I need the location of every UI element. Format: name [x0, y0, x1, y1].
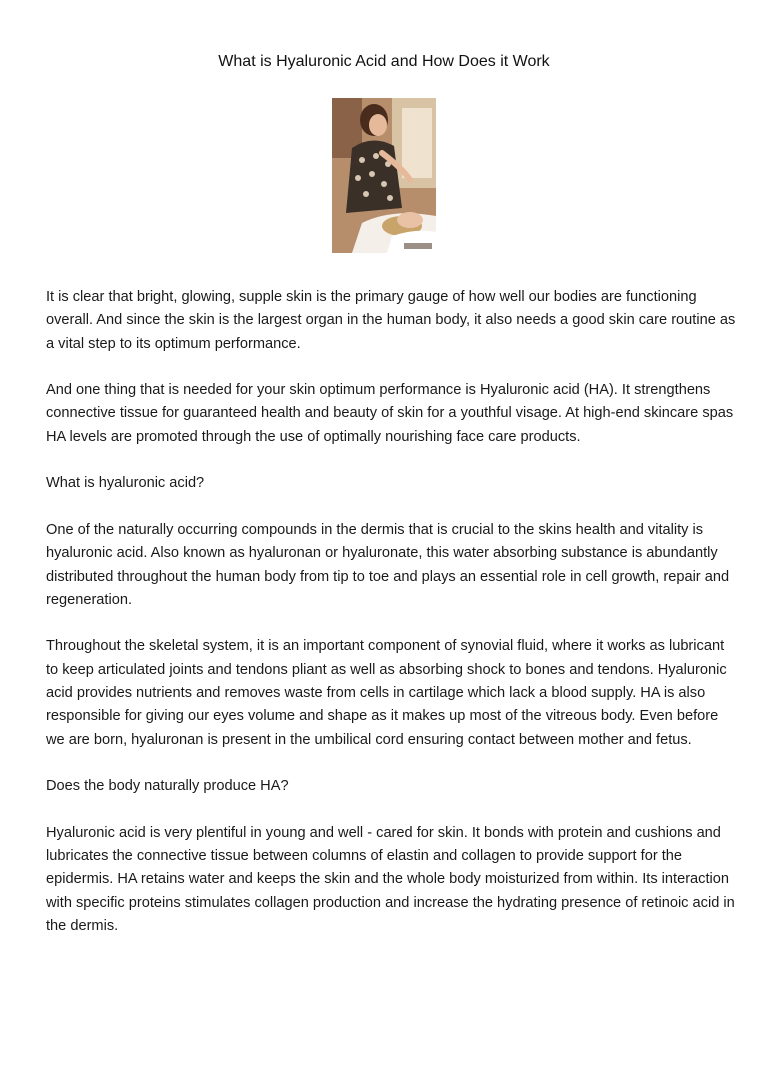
heading-what-is-ha: What is hyaluronic acid? — [46, 475, 205, 492]
photo-illustration — [332, 98, 436, 253]
document-title: What is Hyaluronic Acid and How Does it Work — [218, 53, 550, 70]
heading-body-produce-ha: Does the body naturally produce HA? — [46, 778, 289, 795]
paragraph-ha-definition: One of the naturally occurring compounds in the dermis that is crucial to the skins health and vitality is hyaluronic acid. Also known as hyaluronan or hyaluronate, this water absorbing substance is abundantly distributed throughout the human body from tip to toe and plays an essential role in cell growth, repair and regeneration. — [46, 521, 730, 608]
facial-treatment-photo — [332, 98, 436, 253]
paragraph-skeletal-system: Throughout the skeletal system, it is an important component of synovial fluid, where it works as lubricant to keep articulated joints and tendons pliant as well as absorbing shock to bones and tendons. Hyaluronic acid provides nutrients and removes waste from cells in cartilage which lack a blood supply. HA is also responsible for giving our eyes volume and shape as it makes up most of the vitreous body. Even before we are born, hyaluronan is present in the umbilical cord ensuring contact between mother and fetus. — [46, 638, 727, 748]
paragraph-young-skin: Hyaluronic acid is very plentiful in young and well - cared for skin. It bonds with protein and cushions and lubricates the connective tissue between columns of elastin and collagen to provide support for the epidermis. HA retains water and keeps the skin and the whole body moisturized from within. Its interaction with specific proteins stimulates collagen production and increase the hydrating presence of retinoic acid in the dermis. — [46, 824, 735, 935]
paragraph-intro: It is clear that bright, glowing, supple skin is the primary gauge of how well our bodies are functioning overall. And since the skin is the largest organ in the human body, it also needs a good skin care routine as a vital step to its optimum performance. — [46, 289, 736, 352]
document-body — [46, 286, 736, 962]
paragraph-ha-needed: And one thing that is needed for your skin optimum performance is Hyaluronic acid (HA). It strengthens connective tissue for guaranteed health and beauty of skin for a youthful visage. At high-end skincare spas HA levels are promoted through the use of optimally nourishing face care products. — [46, 382, 734, 445]
